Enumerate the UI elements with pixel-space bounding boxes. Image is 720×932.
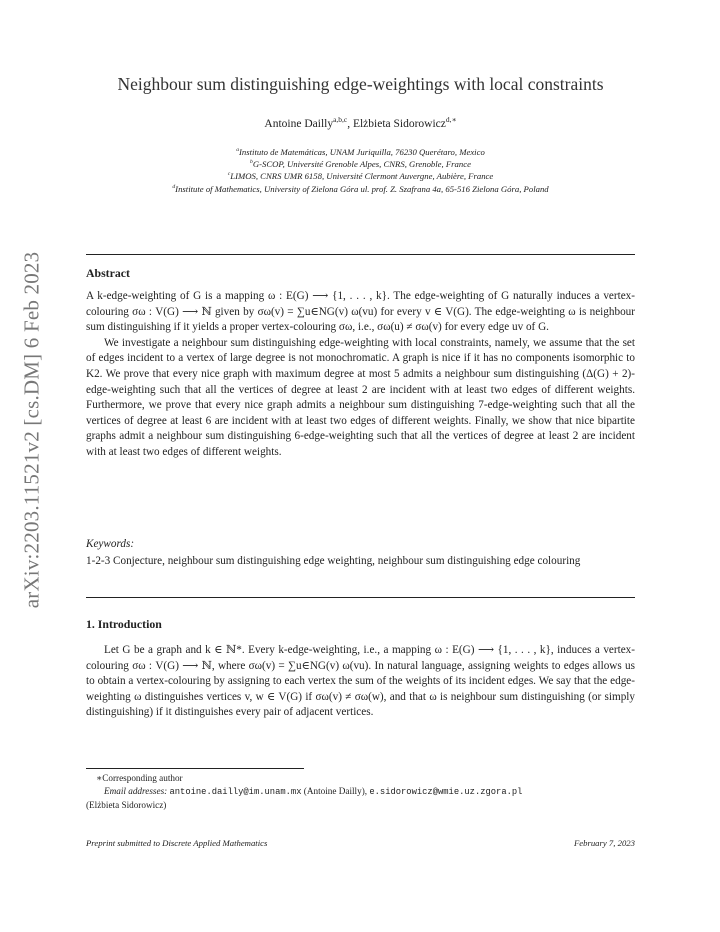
affiliation-d-text: Institute of Mathematics, University of Zielona Góra ul. prof. Z. Szafrana 4a, 65-516 Zielona Góra, Poland bbox=[175, 183, 549, 194]
abstract-top-rule bbox=[86, 254, 635, 255]
paper-title: Neighbour sum distinguishing edge-weightings with local constraints bbox=[117, 74, 604, 94]
introduction-paragraph-1: Let G be a graph and k ∈ ℕ*. Every k-edge-weighting, i.e., a mapping ω : E(G) ⟶ {1, . . . , k}, induces a vertex-colouring σω : V(G) ⟶ ℕ, where σω(v) = ∑u∈NG(v) ω(vu). In natural language, assigning weights to edges allows us to obtain a vertex-colouring by assigning to each vertex the sum of the weights of its incident edges. We say that the edge-weighting ω distinguishes vertices v, w ∈ V(G) if σω(v) ≠ σω(w), and that ω is neighbour sum distinguishing (or simply distinguishing) if it distinguishes every pair of adjacent vertices. bbox=[86, 644, 635, 719]
arxiv-identifier: arXiv:2203.11521v2 [cs.DM] 6 Feb 2023 bbox=[19, 251, 44, 609]
affiliation-d bbox=[86, 183, 635, 195]
affiliation-a-mark: a bbox=[236, 147, 240, 154]
corresponding-author-note: ∗Corresponding author bbox=[96, 773, 183, 783]
abstract-bottom-rule bbox=[86, 597, 635, 598]
affiliation-b-text: G-SCOP, Université Grenoble Alpes, CNRS, Grenoble, France bbox=[252, 159, 471, 170]
introduction-heading: 1. Introduction bbox=[86, 617, 162, 631]
keywords-label: Keywords: bbox=[86, 538, 135, 550]
author-dailly-marks: a,b,c bbox=[333, 115, 348, 125]
footnote-rule bbox=[86, 768, 304, 769]
author-dailly: Antoine Dailly bbox=[264, 118, 334, 130]
abstract-heading: Abstract bbox=[86, 266, 130, 280]
author-sidorowicz-marks: d,∗ bbox=[445, 115, 457, 125]
email-dailly-link[interactable]: antoine.dailly@im.unam.mx bbox=[169, 787, 302, 797]
arxiv-sidebar bbox=[14, 225, 50, 635]
affiliation-c bbox=[86, 170, 635, 182]
footer-submission-note: Preprint submitted to Discrete Applied Mathematics bbox=[86, 838, 268, 848]
email-label: Email addresses: bbox=[104, 786, 168, 796]
abstract-body bbox=[86, 289, 635, 461]
email-dailly-name: (Antoine Dailly), bbox=[303, 786, 368, 796]
affiliation-c-mark: c bbox=[227, 171, 231, 178]
affiliation-a-text: Instituto de Matemáticas, UNAM Juriquilla, 76230 Querétaro, Mexico bbox=[239, 147, 485, 157]
author-sidorowicz: Elżbieta Sidorowicz bbox=[352, 118, 446, 130]
affiliation-a bbox=[86, 146, 635, 158]
email-line bbox=[86, 785, 635, 799]
affiliation-d-mark: d bbox=[172, 183, 176, 190]
affiliations bbox=[86, 146, 635, 195]
abstract-paragraph-1: A k-edge-weighting of G is a mapping ω : E(G) ⟶ {1, . . . , k}. The edge-weighting of G naturally induces a vertex-colouring σω : V(G) ⟶ ℕ given by σω(v) = ∑u∈NG(v) ω(vu) for every v ∈ V(G). The edge-weighting ω is neighbour sum distinguishing if it yields a proper vertex-colouring σω, i.e., σω(u) ≠ σω(v) for every edge uv of G. bbox=[86, 290, 635, 334]
footer-date: February 7, 2023 bbox=[573, 838, 635, 848]
keywords-text: 1-2-3 Conjecture, neighbour sum distinguishing edge weighting, neighbour sum distinguishing edge colouring bbox=[86, 555, 581, 567]
email-sidorowicz-name: (Elżbieta Sidorowicz) bbox=[86, 800, 167, 810]
affiliation-b-mark: b bbox=[250, 159, 253, 166]
affiliation-c-text: LIMOS, CNRS UMR 6158, Université Clermont Auvergne, Aubière, France bbox=[230, 171, 494, 182]
email-sidorowicz-link[interactable]: e.sidorowicz@wmie.uz.zgora.pl bbox=[369, 787, 523, 797]
author-separator: , bbox=[347, 118, 353, 130]
footnote bbox=[86, 772, 635, 812]
author-line bbox=[86, 115, 635, 130]
affiliation-b bbox=[86, 158, 635, 170]
abstract-paragraph-2: We investigate a neighbour sum distinguishing edge-weighting with local constraints, namely, we assume that the set of edges incident to a vertex of large degree is not monochromatic. A graph is nice if it has no components isomorphic to K2. We prove that every nice graph with maximum degree at most 5 admits a neighbour sum distinguishing (Δ(G) + 2)-edge-weighting such that all the vertices of degree at least 2 are incident with at least two edges of different weights. Furthermore, we prove that every nice graph admits a neighbour sum distinguishing 7-edge-weighting such that all the vertices of degree at least 6 are incident with at least two edges of different weights. Finally, we show that nice bipartite graphs admit a neighbour sum distinguishing 6-edge-weighting such that all the vertices of degree at least 2 are incident with at least two edges of different weights. bbox=[86, 336, 635, 458]
